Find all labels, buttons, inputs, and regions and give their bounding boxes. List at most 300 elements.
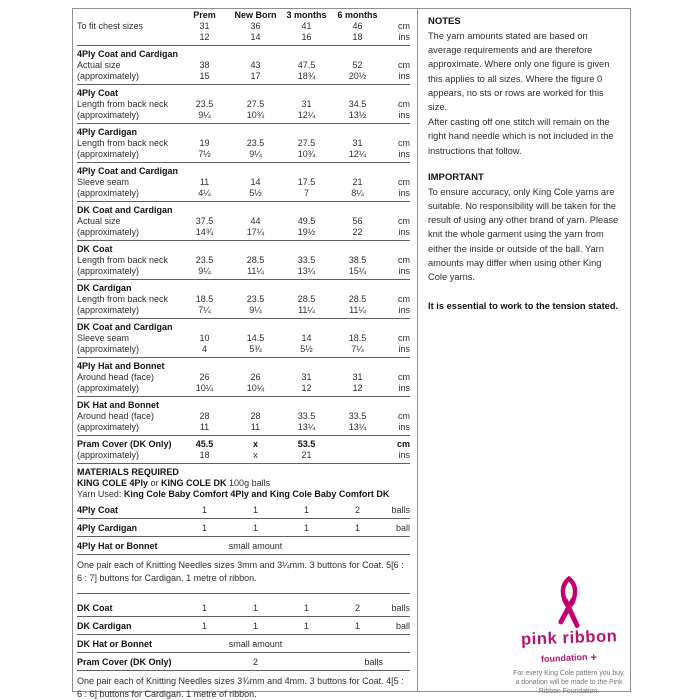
unit-label: ins [398, 422, 410, 432]
section-rule [77, 279, 410, 280]
unit-label [383, 244, 410, 255]
table-row [77, 255, 410, 266]
cell-value: 38 [199, 60, 210, 70]
unit-label: cm [398, 216, 410, 226]
cell-value: x [253, 450, 258, 460]
cell-value: 10¾ [297, 149, 316, 159]
cell-value: 28 [250, 411, 261, 421]
unit-label: ins [398, 383, 410, 393]
unit-label [383, 322, 410, 333]
cell-value [179, 244, 230, 255]
unit-label: cm [398, 177, 410, 187]
cell-value: 1 [252, 621, 258, 631]
cell-value: 11¼ [298, 305, 315, 315]
unit-label: cm [398, 411, 410, 421]
cell-value: 28 [199, 411, 210, 421]
pink-ribbon-tagline: For every King Cole pattern you buy, a donation will be made to the Pink Ribbon Foundation. [513, 670, 625, 695]
cell-value [230, 166, 281, 177]
materials-rule [77, 554, 410, 555]
cell-value: 9¼ [198, 266, 211, 276]
row-label [77, 32, 179, 43]
table-row [77, 227, 410, 238]
cell-value [281, 400, 332, 411]
row-label [77, 10, 179, 21]
cell-value: 31 [352, 372, 363, 382]
row-label: (approximately) [77, 422, 140, 432]
unit-label: ball [395, 621, 410, 631]
unit-label: balls [391, 603, 410, 613]
cell-value [281, 205, 332, 216]
cell-value: 12 [352, 383, 363, 393]
cell-value [230, 322, 281, 333]
text-segment: KING COLE 4Ply [77, 478, 149, 488]
cell-value: 43 [250, 60, 261, 70]
dk-needles-note: One pair each of Knitting Needles sizes 3¾mm and 4mm. 3 buttons for Coat. 4[5 : 6 : 6] buttons for Cardigan. 1 metre of ribbon. [77, 676, 404, 699]
cell-value: 27.5 [246, 99, 265, 109]
cell-value: 21 [352, 177, 363, 187]
table-row [77, 205, 410, 216]
table-row [77, 60, 410, 71]
text-segment: 100g balls [226, 478, 271, 488]
section-rule [77, 396, 410, 397]
table-row [77, 138, 410, 149]
table-row [77, 333, 410, 344]
cell-value [281, 244, 332, 255]
section-rule [77, 123, 410, 124]
cell-value [281, 283, 332, 294]
table-row [77, 400, 410, 411]
size-table [77, 10, 410, 464]
materials-rule [77, 652, 410, 653]
table-row [77, 127, 410, 138]
row-label: (approximately) [77, 450, 140, 460]
unit-label: cm [398, 294, 410, 304]
cell-value: 18¾ [297, 71, 316, 81]
important-heading: IMPORTANT [428, 171, 484, 183]
cell-value: 5½ [249, 188, 262, 198]
section-rule [77, 162, 410, 163]
text-segment: Yarn Used: [77, 489, 124, 499]
cell-value: 18 [352, 32, 363, 42]
cell-value [230, 400, 281, 411]
cell-value: 26 [250, 372, 261, 382]
cell-value [281, 166, 332, 177]
cell-value: 7¼ [351, 344, 364, 354]
cell-value: 15 [199, 71, 210, 81]
cell-value: 23.5 [246, 294, 265, 304]
unit-label [383, 361, 410, 372]
cell-value: 1 [303, 505, 309, 515]
unit-label: cm [398, 333, 410, 343]
center-value: small amount [228, 639, 283, 649]
cell-value: 27.5 [297, 138, 316, 148]
cell-value: 9¼ [198, 110, 211, 120]
cell-value: 4¼ [198, 188, 211, 198]
materials-rule [77, 670, 410, 671]
cell-value: 41 [301, 21, 312, 31]
table-row [77, 439, 410, 450]
cell-value: 16 [301, 32, 312, 42]
materials-rule [77, 518, 410, 519]
row-label: DK Coat and Cardigan [77, 205, 173, 215]
text-segment: or [148, 478, 162, 488]
table-row [77, 504, 410, 516]
table-row [77, 638, 410, 650]
materials-rule [77, 616, 410, 617]
row-label: 4Ply Hat or Bonnet [77, 541, 158, 551]
table-row [77, 99, 410, 110]
row-label: Length from back neck [77, 99, 169, 109]
cell-value: 31 [199, 21, 210, 31]
cell-value: 17 [250, 71, 261, 81]
cell-value: 28.5 [246, 255, 265, 265]
cell-value: 7¼ [198, 305, 211, 315]
unit-label: ins [398, 305, 410, 315]
section-rule [77, 463, 410, 464]
section-rule [77, 84, 410, 85]
cell-value: 14 [250, 32, 261, 42]
unit-label: ins [398, 450, 410, 460]
cell-value [281, 127, 332, 138]
table-row [77, 361, 410, 372]
cell-value [179, 322, 230, 333]
table-row [77, 522, 410, 534]
fourply-materials-table [77, 504, 410, 555]
cell-value [281, 88, 332, 99]
cell-value: 11 [199, 177, 210, 187]
table-row [77, 21, 410, 32]
cell-value [332, 439, 383, 450]
row-label: Sleeve seam [77, 333, 130, 343]
row-label: DK Cardigan [77, 621, 132, 631]
table-row [77, 383, 410, 394]
cell-value: 17.5 [297, 177, 316, 187]
unit-label: cm [398, 372, 410, 382]
unit-label: cm [396, 439, 410, 449]
cell-value: 6 months [337, 10, 378, 20]
cell-value [179, 400, 230, 411]
cell-value: 14.5 [246, 333, 265, 343]
unit-label: ins [398, 227, 410, 237]
cell-value: 17¼ [246, 227, 265, 237]
cell-value: Prem [193, 10, 216, 20]
unit-label: cm [398, 21, 410, 31]
row-label: Around head (face) [77, 372, 155, 382]
yarn-used-line [77, 489, 410, 500]
notes-paragraph: After casting off one stitch will remain on the right hand needle which is not included in the instructions that follow. [428, 117, 614, 156]
notes-heading: NOTES [428, 16, 461, 27]
pink-ribbon-logo [503, 576, 635, 696]
fourply-needles-note: One pair each of Knitting Needles sizes 3mm and 3¼mm. 3 buttons for Coat. 5[6 : 6 : 7] buttons for Cardigan. 1 metre of ribbon. [77, 560, 404, 583]
cell-value: 34.5 [348, 99, 367, 109]
unit-label [383, 205, 410, 216]
table-row [77, 294, 410, 305]
cell-value: 12 [301, 383, 312, 393]
row-label: 4Ply Coat and Cardigan [77, 166, 179, 176]
cell-value [281, 322, 332, 333]
cell-value: 10¾ [246, 110, 265, 120]
cell-value: 1 [354, 523, 360, 533]
cell-value [230, 283, 281, 294]
row-label: 4Ply Coat and Cardigan [77, 49, 179, 59]
unit-label [332, 638, 383, 650]
cell-value: 1 [201, 505, 207, 515]
cell-value: 1 [252, 603, 258, 613]
unit-label: cm [398, 99, 410, 109]
cell-value [230, 88, 281, 99]
row-label: 4Ply Hat and Bonnet [77, 361, 165, 371]
cell-value: 11 [199, 422, 210, 432]
cell-value: 14 [250, 177, 261, 187]
table-row [77, 450, 410, 461]
cell-value: 9¼ [249, 305, 262, 315]
section-rule [77, 240, 410, 241]
row-label: Actual size [77, 216, 121, 226]
section-rule [77, 45, 410, 46]
cell-value [179, 127, 230, 138]
materials-rule [77, 634, 410, 635]
cell-value [230, 49, 281, 60]
row-label: (approximately) [77, 383, 140, 393]
table-row [77, 216, 410, 227]
cell-value [332, 49, 383, 60]
cell-value: 1 [354, 621, 360, 631]
cell-value [332, 127, 383, 138]
cell-value: 13¼ [297, 266, 316, 276]
cell-value [230, 244, 281, 255]
table-row [77, 656, 410, 668]
cell-value [179, 49, 230, 60]
cell-value: 28.5 [348, 294, 367, 304]
table-row [77, 620, 410, 632]
cell-value [332, 205, 383, 216]
table-row [77, 177, 410, 188]
cell-value: 38.5 [348, 255, 367, 265]
cell-value: 47.5 [297, 60, 316, 70]
cell-value: 23.5 [195, 255, 214, 265]
cell-value: 1 [201, 603, 207, 613]
cell-value [332, 361, 383, 372]
cell-value: 1 [201, 523, 207, 533]
cell-value: 33.5 [348, 411, 367, 421]
row-label: DK Coat and Cardigan [77, 322, 173, 332]
unit-label [383, 283, 410, 294]
section-rule [77, 201, 410, 202]
cell-value: 7½ [198, 149, 211, 159]
cell-value [332, 166, 383, 177]
row-label: (approximately) [77, 188, 140, 198]
section-rule [77, 357, 410, 358]
cell-value: 14¾ [195, 227, 214, 237]
cell-value: 28.5 [297, 294, 316, 304]
row-label: (approximately) [77, 266, 140, 276]
unit-label: cm [398, 255, 410, 265]
cell-value: 11¼ [247, 266, 264, 276]
cell-value: 2 [354, 603, 360, 613]
cell-value: 44 [250, 216, 261, 226]
cell-value [281, 49, 332, 60]
table-row [77, 88, 410, 99]
cell-value: 10¼ [195, 383, 214, 393]
row-label: Pram Cover (DK Only) [77, 439, 172, 449]
cell-value [332, 88, 383, 99]
cell-value: 1 [303, 621, 309, 631]
row-label: 4Ply Coat [77, 88, 119, 98]
section-rule [77, 435, 410, 436]
table-row [77, 71, 410, 82]
cell-value: 20½ [348, 71, 367, 81]
unit-label: balls [391, 505, 410, 515]
cell-value: 1 [252, 523, 258, 533]
pink-ribbon-foundation-text: foundation [540, 651, 588, 665]
cell-value: 31 [301, 372, 312, 382]
tension-note: It is essential to work to the tension stated. [428, 301, 619, 312]
table-row [77, 305, 410, 316]
row-label: (approximately) [77, 344, 140, 354]
cell-value: 23.5 [195, 99, 214, 109]
cell-value: 5¾ [249, 344, 262, 354]
row-label: Sleeve seam [77, 177, 130, 187]
unit-label [383, 166, 410, 177]
unit-label: cm [398, 60, 410, 70]
table-row [77, 149, 410, 160]
table-row [77, 372, 410, 383]
cell-value: 18 [199, 450, 210, 460]
unit-label [383, 49, 410, 60]
unit-label [383, 127, 410, 138]
cell-value [179, 361, 230, 372]
table-row [77, 49, 410, 60]
center-value: small amount [228, 541, 283, 551]
cell-value: 1 [303, 603, 309, 613]
cell-value: 31 [352, 138, 363, 148]
unit-label: ball [395, 523, 410, 533]
cell-value [230, 127, 281, 138]
unit-label: ins [398, 266, 410, 276]
cell-value: 33.5 [297, 411, 316, 421]
cell-value: 15¼ [348, 266, 367, 276]
section-rule [77, 318, 410, 319]
cell-value: 2 [354, 505, 360, 515]
cell-value: 3 months [286, 10, 327, 20]
cell-value: 4 [201, 344, 207, 354]
row-label: DK Coat [77, 603, 113, 613]
row-label: 4Ply Cardigan [77, 523, 138, 533]
cell-value: 26 [199, 372, 210, 382]
row-label: 4Ply Cardigan [77, 127, 138, 137]
pink-ribbon-icon [551, 576, 587, 630]
unit-label [383, 10, 410, 21]
cell-value: 14 [301, 333, 312, 343]
unit-label: ins [398, 344, 410, 354]
cell-value [179, 283, 230, 294]
cell-value [332, 283, 383, 294]
cell-value: 36 [250, 21, 261, 31]
cell-value: 18.5 [348, 333, 367, 343]
row-label: DK Coat [77, 244, 113, 254]
row-label: (approximately) [77, 110, 140, 120]
row-label: (approximately) [77, 149, 140, 159]
unit-label [383, 400, 410, 411]
center-value: 2 [252, 657, 258, 667]
row-label: Around head (face) [77, 411, 155, 421]
cell-value: 53.5 [297, 439, 316, 449]
cell-value: 31 [301, 99, 312, 109]
cell-value: 19 [199, 138, 210, 148]
cell-value: 13¼ [297, 422, 316, 432]
table-row [77, 602, 410, 614]
cell-value: 11¼ [349, 305, 366, 315]
cell-value: 45.5 [195, 439, 214, 449]
row-label: Pram Cover (DK Only) [77, 657, 172, 667]
row-label: Actual size [77, 60, 121, 70]
cell-value: 46 [352, 21, 363, 31]
table-row [77, 540, 410, 552]
table-row [77, 166, 410, 177]
cell-value: 52 [352, 60, 363, 70]
pattern-size-column [77, 10, 410, 700]
cell-value: 9¼ [249, 149, 262, 159]
cell-value: 21 [301, 450, 312, 460]
unit-label: balls [364, 657, 383, 667]
row-label: DK Hat and Bonnet [77, 400, 159, 410]
cell-value [332, 400, 383, 411]
cell-value [332, 322, 383, 333]
unit-label: cm [398, 138, 410, 148]
cell-value [179, 205, 230, 216]
cell-value: 18.5 [195, 294, 214, 304]
row-label: Length from back neck [77, 294, 169, 304]
table-row [77, 283, 410, 294]
unit-label [383, 88, 410, 99]
materials-divider [77, 593, 410, 594]
cell-value: 10 [199, 333, 210, 343]
cell-value: 1 [201, 621, 207, 631]
unit-label: ins [398, 149, 410, 159]
text-segment: King Cole Baby Comfort 4Ply and King Cole Baby Comfort DK [123, 489, 390, 499]
row-label: (approximately) [77, 227, 140, 237]
table-row [77, 188, 410, 199]
cell-value [281, 361, 332, 372]
cell-value: 12 [199, 32, 210, 42]
plus-glyph: + [590, 652, 597, 664]
cell-value: 19½ [297, 227, 316, 237]
cell-value: 1 [303, 523, 309, 533]
table-row [77, 411, 410, 422]
row-label: (approximately) [77, 305, 140, 315]
table-row [77, 244, 410, 255]
yarn-line [77, 478, 410, 489]
cell-value: 23.5 [246, 138, 265, 148]
cell-value [332, 244, 383, 255]
row-label: Length from back neck [77, 255, 169, 265]
cell-value: New Born [234, 10, 277, 20]
table-row [77, 344, 410, 355]
cell-value: 33.5 [297, 255, 316, 265]
row-label: DK Hat or Bonnet [77, 639, 152, 649]
cell-value: 22 [352, 227, 363, 237]
cell-value: 13½ [348, 110, 367, 120]
cell-value: 56 [352, 216, 363, 226]
pink-ribbon-brand-text: pink ribbon [520, 627, 618, 649]
cell-value [332, 450, 383, 461]
cell-value [179, 88, 230, 99]
cell-value: 11 [250, 422, 261, 432]
table-row [77, 322, 410, 333]
cell-value: 37.5 [195, 216, 214, 226]
cell-value: 13¼ [348, 422, 367, 432]
cell-value [179, 166, 230, 177]
